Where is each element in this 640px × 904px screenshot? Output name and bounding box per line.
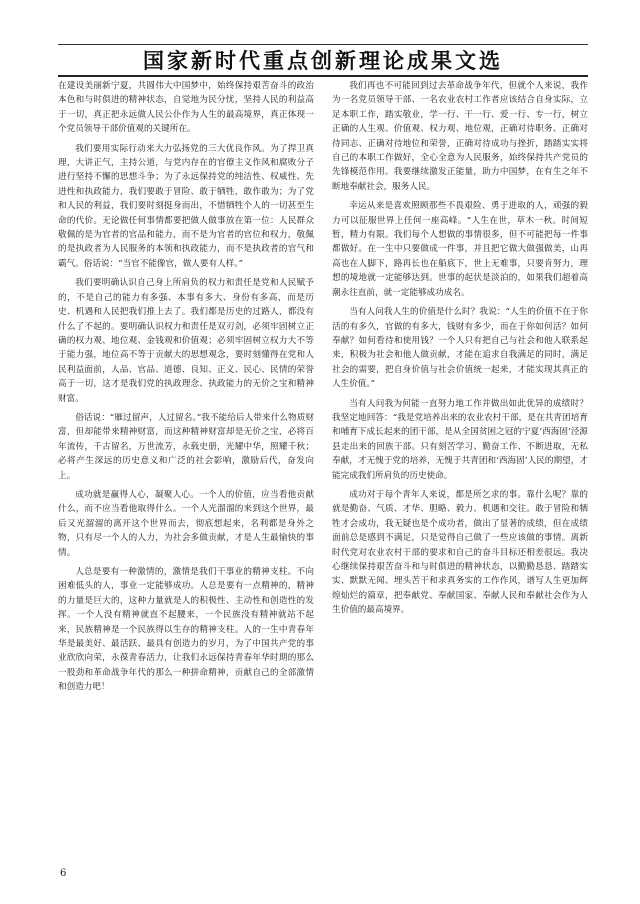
paragraph: 幸运从来是喜欢照顾那些不畏艰险、勇于进取的人，顽强的毅力可以征服世界上任何一座高峰。“人生在世，草木一秋。时间短暂，精力有限。我们每个人想做的事情很多，但不可能把每一件事都做好。在一生中只要做成一件事，并且把它做大做强做美，山再高也在人脚下，路再长也在船底下，世上无难事，只要肯努力，理想的境地就一定能够达到。世事的起伏是淡泊的，如果我们超着高潮永往直前，就一定能够成功成名。: [332, 201, 588, 298]
paragraph: 人总是要有一种激情的，激情是我们干事业的精神支柱。不向困难低头的人，事业一定能够成功。人总是要有一点精神的，精神的力量是巨大的，这种力量就是人的积极性、主动性和创造性的发挥。一个人没有精神就直不起腰来，一个民族没有精神就站不起来，民族精神是一个民族得以生存的精神支柱。人的一生中青春年华是最美好、最活跃、最具有创造力的岁月，为了中国共产党的事业欣欣向荣，永葆青春活力，让我们永远保持青春年华时期的那么一股劲和革命战争年代的那么一种拼命精神，贡献自己的全部激情和创造力吧！: [58, 567, 314, 693]
paragraph: 当有人问我人生的价值是什么时？我说：“人生的价值不在于你活的有多久，官做的有多大，钱财有多少，而在于你如何活？如何奉献？如何看待和使用钱？一个人只有把自己与社会和他人联系起来，积极为社会和他人做贡献，才能在追求自我满足的同时，满足社会的需要，把自身价值与社会价值统一起来，才能实现其真正的人生价值。”: [332, 307, 588, 390]
left-column: [58, 79, 314, 841]
page-title: 国家新时代重点创新理论成果文选: [143, 49, 503, 73]
paragraph: 俗话说：“雁过留声，人过留名。”我不能给后人带来什么物质财富，但却能带来精神财富，而这种精神财富却是无价之宝，必将百年流传，千古留名，万世流芳，永载史册，光耀中华，照耀千秋；必将产生深远的历史意义和广泛的社会影响，激励后代，奋发向上。: [58, 412, 314, 481]
paragraph: 我们要明确认识自己身上所肩负的权力和责任是党和人民赋予的，不是自己的能力有多强、本事有多大、身份有多高，而是历史、机遇和人民把我们推上去了。我们都是历史的过路人，都没有什么了不起的。要明确认识权力和责任是双刃剑，必须牢固树立正确的权力观、地位观、金钱观和价值观；必须牢固树立权力大不等于能力强，地位高不等于贡献大的思想观念，要时刻懂得在党和人民利益面前，人品、官品、道德、良知、正义、民心、民情的荣誉高于一切，这才是我们党的执政理念、执政能力的无价之宝和精神财富。: [58, 278, 314, 404]
article-body: [58, 79, 588, 841]
page-header: [58, 44, 588, 77]
paragraph: 我们再也不可能回到过去革命战争年代，但就个人来说，我作为一名党员领导干部、一名农业农村工作者应该结合自身实际，立足本职工作，踏实敬业，学一行、干一行、爱一行、专一行，树立正确的人生观、价值观、权力观、地位观，正确对待职务、正确对待同志、正确对待地位和荣誉，正确对待成功与挫折，踏踏实实将自己的本职工作做好，全心全意为人民服务，始终保持共产党员的先锋模范作用。我要继续激发正能量，助力中国梦，在有生之年不断地奉献社会，服务人民。: [332, 81, 588, 192]
paragraph: 当有人问我为何能一直努力地工作并做出如此优异的成绩时？我坚定地回答：“我是党培养出来的农业农村干部，是在共青团培育和哺育下成长起来的团干部，是从全国贫困之冠的宁夏‘西海固’泾源县走出来的回族干部。只有刻苦学习、勤奋工作、不断进取，无私奉献，才无愧于党的培养，无愧于共青团和‘西海固’人民的期望，才能完成我们所肩负的历史使命。: [332, 398, 588, 481]
right-column: [332, 79, 588, 841]
paragraph: 成功对于每个青年人来说，都是所乞求的事。靠什么呢？靠的就是勤奋、气质、才华、胆略、毅力、机遇和交往。敢于冒险和牺牲才会成功，我无疑也是个成功者，做出了显著的成绩，但在成绩面前总是感到不满足，只是觉得自己做了一些应该做的事情。离新时代党对农业农村干部的要求和自己的奋斗目标还相差很远。我决心继续保持艰苦奋斗和与时俱进的精神状态，以勤勤恳恳、踏踏实实、默默无闻、埋头苦干和求真务实的工作作风，谱写人生更加辉煌灿烂的篇章，把奉献党、奉献国家、奉献人民和奉献社会作为人生价值的最高境界。: [332, 489, 588, 616]
page-number: 6: [60, 868, 67, 879]
paragraph: 成功就是赢得人心，凝聚人心。一个人的价值，应当看他贡献什么，而不应当看他取得什么。一个人光溜溜的来到这个世界，最后又光溜溜的离开这个世界而去，彻底想起来，名利都是身外之物，只有尽一个人的人力，为社会多做贡献，才是人生最愉快的事情。: [58, 489, 314, 558]
paragraph: 我们要用实际行动来大力弘扬党的三大优良作风。为了捍卫真理，大讲正气，主持公道，与党内存在的官僚主义作风和腐败分子进行坚持不懈的思想斗争；为了永远保持党的纯洁性、权威性、先进性和执政能力，我们要敢于冒险、敢于牺牲，敢作敢为；为了党和人民的利益，我们要时刻挺身而出，不惜牺牲个人的一切甚至生命的代价。无论做任何事情都要把做人做事放在第一位：人民群众敬佩的是为官者的官品和能力，而不是为官者的官位和权力，敬佩的是执政者为人民服务的本领和执政能力，而不是执政者的官气和霸气。俗话说：“当官不能像官，做人要有人样。”: [58, 143, 314, 269]
paragraph: 在建设美丽新宁夏，共圆伟大中国梦中，始终保持艰苦奋斗的政治本色和与时俱进的精神状态，自觉地为民分忧，坚持人民的利益高于一切，真正把永远做人民公仆作为人生的最高境界，真正体现一个党员领导干部价值观的关键所在。: [58, 81, 314, 135]
